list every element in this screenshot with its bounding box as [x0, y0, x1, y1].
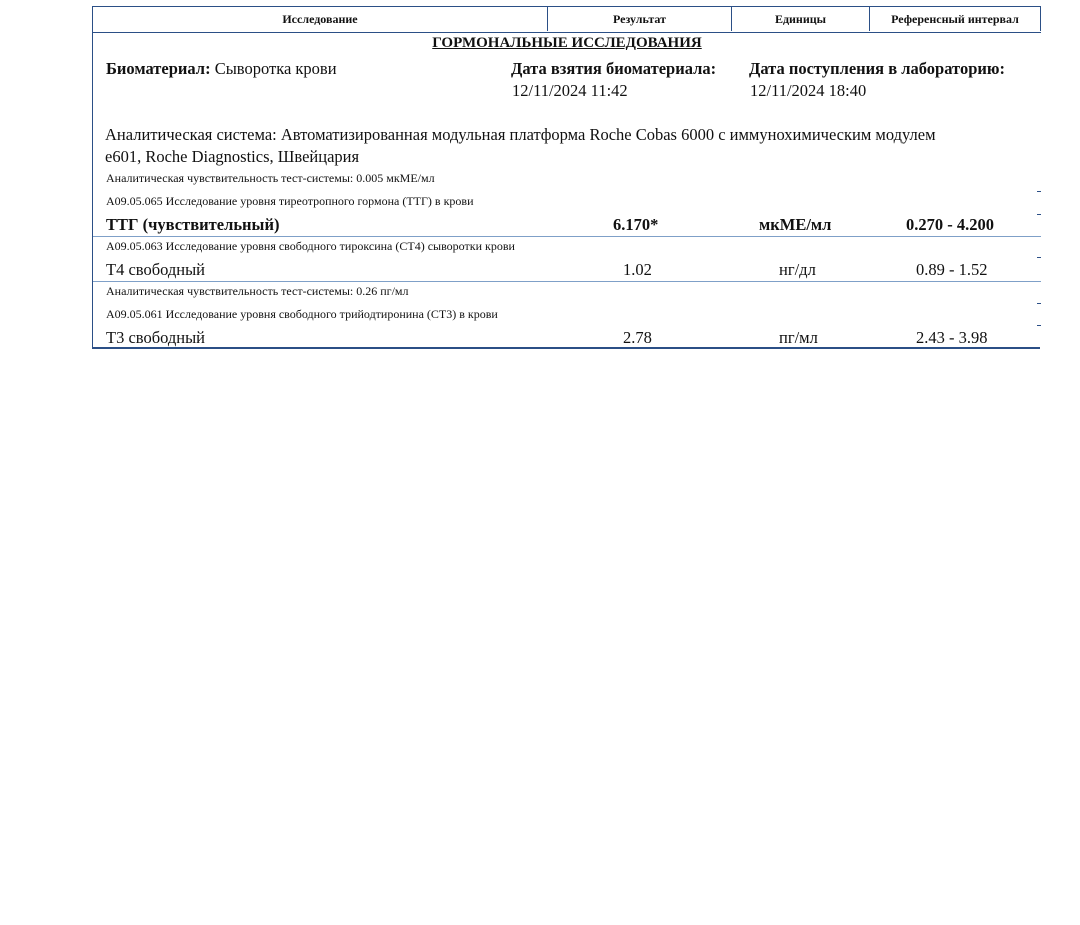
- header-study: Исследование: [93, 7, 548, 31]
- test-units: пг/мл: [779, 328, 818, 347]
- test-code: A09.05.061 Исследование уровня свободного трийодтиронина (СТ3) в крови: [106, 307, 498, 321]
- row-tick: [1037, 325, 1041, 326]
- row-divider: [93, 236, 1041, 237]
- header-result: Результат: [548, 7, 732, 31]
- row-tick: [1037, 303, 1041, 304]
- collection-date-value: 12/11/2024 11:42: [512, 81, 628, 100]
- test-code: A09.05.063 Исследование уровня свободного тироксина (СТ4) сыворотки крови: [106, 239, 515, 253]
- test-reference: 0.89 - 1.52: [916, 260, 988, 279]
- biomaterial-label: Биоматериал:: [106, 59, 211, 78]
- biomaterial: [106, 59, 337, 79]
- received-date-label: Дата поступления в лабораторию:: [749, 59, 1005, 78]
- lab-report-table: [92, 6, 1040, 349]
- test-code: A09.05.065 Исследование уровня тиреотропного гормона (ТТГ) в крови: [106, 194, 474, 208]
- header-units: Единицы: [732, 7, 870, 31]
- test-name: Т3 свободный: [106, 328, 206, 347]
- collection-date-label: Дата взятия биоматериала:: [511, 59, 717, 78]
- section-title: ГОРМОНАЛЬНЫЕ ИССЛЕДОВАНИЯ: [432, 35, 702, 51]
- row-tick: [1037, 214, 1041, 215]
- test-reference: 0.270 - 4.200: [906, 215, 994, 234]
- test-result: 2.78: [623, 328, 652, 347]
- test-sensitivity: Аналитическая чувствительность тест-системы: 0.26 пг/мл: [106, 284, 409, 298]
- row-tick: [1037, 257, 1041, 258]
- analytic-system-line1: Аналитическая система: Автоматизированная модульная платформа Roche Cobas 6000 с иммунохимическим модулем: [105, 125, 936, 144]
- test-result: 1.02: [623, 260, 652, 279]
- test-result-flagged: 6.170*: [613, 215, 659, 234]
- table-header: [93, 6, 1041, 33]
- test-sensitivity: Аналитическая чувствительность тест-системы: 0.005 мкМЕ/мл: [106, 171, 435, 185]
- test-reference: 2.43 - 3.98: [916, 328, 988, 347]
- test-units: мкМЕ/мл: [759, 215, 832, 234]
- test-name: ТТГ (чувствительный): [106, 215, 280, 234]
- analytic-system-line2: e601, Roche Diagnostics, Швейцария: [105, 147, 360, 166]
- biomaterial-value: Сыворотка крови: [214, 59, 337, 78]
- header-reference: Референсный интервал: [870, 7, 1041, 31]
- received-date-value: 12/11/2024 18:40: [750, 81, 867, 100]
- row-tick: [1037, 191, 1041, 192]
- test-units: нг/дл: [779, 260, 816, 279]
- test-name: Т4 свободный: [106, 260, 206, 279]
- row-divider: [93, 281, 1041, 282]
